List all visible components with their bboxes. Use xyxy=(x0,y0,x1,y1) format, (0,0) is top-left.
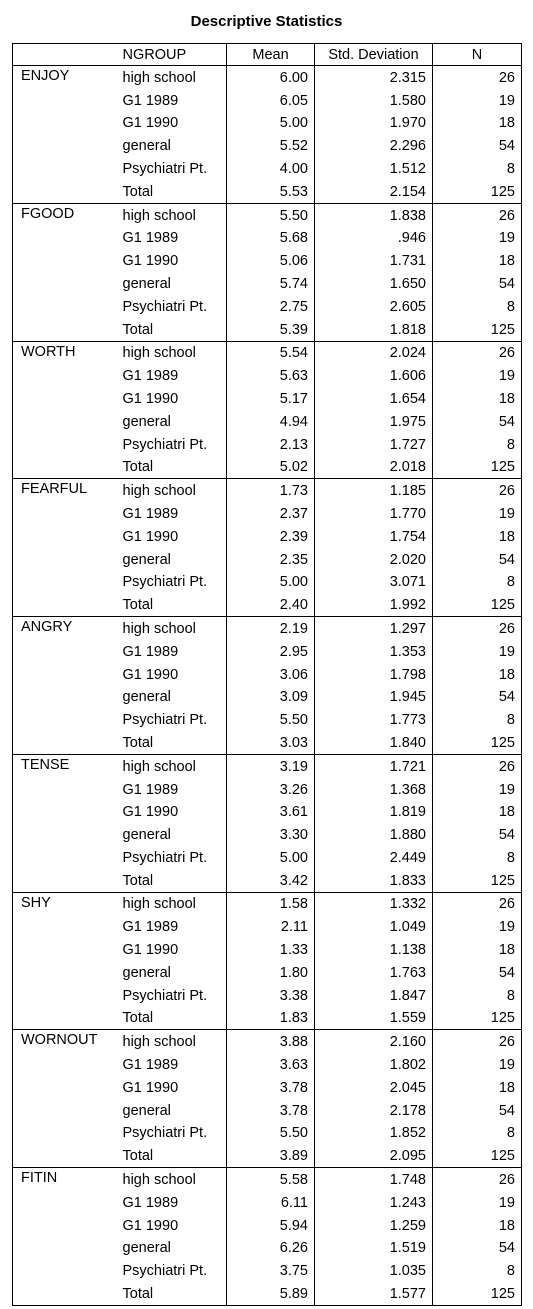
std-deviation-cell: 2.018 xyxy=(315,456,433,479)
n-cell: 26 xyxy=(433,1030,522,1053)
group-cell: Psychiatri Pt. xyxy=(117,1122,227,1145)
std-deviation-cell: 2.296 xyxy=(315,134,433,157)
group-cell: Total xyxy=(117,869,227,892)
mean-cell: 2.37 xyxy=(227,502,315,525)
table-row xyxy=(13,1030,522,1053)
std-deviation-cell: 1.770 xyxy=(315,502,433,525)
mean-cell: 5.94 xyxy=(227,1214,315,1237)
n-cell: 18 xyxy=(433,801,522,824)
n-cell: 19 xyxy=(433,364,522,387)
mean-cell: 3.19 xyxy=(227,754,315,777)
group-cell: high school xyxy=(117,66,227,89)
n-cell: 8 xyxy=(433,708,522,731)
n-cell: 54 xyxy=(433,1099,522,1122)
group-cell: general xyxy=(117,823,227,846)
std-deviation-cell: 1.138 xyxy=(315,938,433,961)
group-cell: high school xyxy=(117,754,227,777)
std-deviation-cell: 1.353 xyxy=(315,640,433,663)
header-row xyxy=(13,44,522,66)
variable-name: FEARFUL xyxy=(13,479,117,617)
std-deviation-cell: 1.819 xyxy=(315,801,433,824)
n-cell: 8 xyxy=(433,1259,522,1282)
std-deviation-cell: 2.315 xyxy=(315,66,433,89)
group-cell: Total xyxy=(117,318,227,341)
std-deviation-cell: 2.605 xyxy=(315,295,433,318)
std-deviation-cell: 1.802 xyxy=(315,1053,433,1076)
std-deviation-cell: 2.449 xyxy=(315,846,433,869)
mean-cell: 6.00 xyxy=(227,66,315,89)
std-deviation-cell: 1.880 xyxy=(315,823,433,846)
std-deviation-cell: 2.154 xyxy=(315,180,433,203)
n-cell: 26 xyxy=(433,754,522,777)
n-cell: 125 xyxy=(433,593,522,616)
mean-cell: 5.58 xyxy=(227,1168,315,1191)
mean-cell: 2.13 xyxy=(227,433,315,456)
mean-cell: 1.80 xyxy=(227,961,315,984)
group-cell: high school xyxy=(117,479,227,502)
table-row xyxy=(13,892,522,915)
group-cell: G1 1989 xyxy=(117,778,227,801)
mean-cell: 1.83 xyxy=(227,1007,315,1030)
group-cell: G1 1990 xyxy=(117,525,227,548)
std-deviation-cell: 1.818 xyxy=(315,318,433,341)
mean-cell: 3.06 xyxy=(227,663,315,686)
n-cell: 54 xyxy=(433,823,522,846)
n-cell: 125 xyxy=(433,456,522,479)
std-deviation-cell: 2.020 xyxy=(315,548,433,571)
mean-cell: 2.35 xyxy=(227,548,315,571)
group-cell: Total xyxy=(117,1007,227,1030)
group-cell: G1 1990 xyxy=(117,249,227,272)
n-cell: 19 xyxy=(433,227,522,250)
table-row xyxy=(13,203,522,226)
group-cell: general xyxy=(117,686,227,709)
group-cell: Total xyxy=(117,180,227,203)
group-cell: Total xyxy=(117,456,227,479)
n-cell: 26 xyxy=(433,203,522,226)
std-deviation-cell: 3.071 xyxy=(315,571,433,594)
std-deviation-cell: 2.160 xyxy=(315,1030,433,1053)
std-deviation-cell: 1.650 xyxy=(315,272,433,295)
mean-cell: 5.50 xyxy=(227,1122,315,1145)
std-deviation-cell: 1.185 xyxy=(315,479,433,502)
group-cell: general xyxy=(117,548,227,571)
std-deviation-cell: 1.580 xyxy=(315,89,433,112)
mean-cell: 3.61 xyxy=(227,801,315,824)
group-cell: G1 1990 xyxy=(117,112,227,135)
std-deviation-cell: 1.512 xyxy=(315,157,433,180)
table-title: Descriptive Statistics xyxy=(190,13,343,30)
group-cell: general xyxy=(117,272,227,295)
n-cell: 19 xyxy=(433,640,522,663)
mean-cell: 3.75 xyxy=(227,1259,315,1282)
n-cell: 26 xyxy=(433,1168,522,1191)
std-deviation-cell: 1.763 xyxy=(315,961,433,984)
std-deviation-cell: 1.840 xyxy=(315,731,433,754)
std-deviation-cell: 1.368 xyxy=(315,778,433,801)
header-mean: Mean xyxy=(227,44,315,66)
n-cell: 18 xyxy=(433,525,522,548)
n-cell: 54 xyxy=(433,548,522,571)
std-deviation-cell: 2.045 xyxy=(315,1076,433,1099)
n-cell: 8 xyxy=(433,295,522,318)
std-deviation-cell: 1.654 xyxy=(315,387,433,410)
mean-cell: 5.00 xyxy=(227,846,315,869)
n-cell: 19 xyxy=(433,502,522,525)
n-cell: 125 xyxy=(433,1282,522,1305)
mean-cell: 5.00 xyxy=(227,571,315,594)
n-cell: 125 xyxy=(433,869,522,892)
std-deviation-cell: 1.754 xyxy=(315,525,433,548)
group-cell: Psychiatri Pt. xyxy=(117,157,227,180)
group-cell: G1 1990 xyxy=(117,1076,227,1099)
group-cell: high school xyxy=(117,1168,227,1191)
n-cell: 18 xyxy=(433,938,522,961)
mean-cell: 2.95 xyxy=(227,640,315,663)
std-deviation-cell: 1.259 xyxy=(315,1214,433,1237)
n-cell: 26 xyxy=(433,341,522,364)
std-deviation-cell: 1.731 xyxy=(315,249,433,272)
descriptive-statistics-table xyxy=(12,43,522,1306)
mean-cell: 2.39 xyxy=(227,525,315,548)
mean-cell: 5.52 xyxy=(227,134,315,157)
std-deviation-cell: 1.035 xyxy=(315,1259,433,1282)
std-deviation-cell: 1.975 xyxy=(315,410,433,433)
group-cell: Total xyxy=(117,593,227,616)
std-deviation-cell: 1.332 xyxy=(315,892,433,915)
mean-cell: 3.26 xyxy=(227,778,315,801)
std-deviation-cell: 1.838 xyxy=(315,203,433,226)
n-cell: 18 xyxy=(433,1214,522,1237)
n-cell: 54 xyxy=(433,410,522,433)
n-cell: 8 xyxy=(433,846,522,869)
std-deviation-cell: 1.748 xyxy=(315,1168,433,1191)
n-cell: 54 xyxy=(433,686,522,709)
table-row xyxy=(13,1168,522,1191)
n-cell: 18 xyxy=(433,112,522,135)
mean-cell: 3.30 xyxy=(227,823,315,846)
group-cell: G1 1989 xyxy=(117,227,227,250)
n-cell: 26 xyxy=(433,617,522,640)
std-deviation-cell: 1.852 xyxy=(315,1122,433,1145)
std-deviation-cell: 1.727 xyxy=(315,433,433,456)
std-deviation-cell: 1.721 xyxy=(315,754,433,777)
header-variable xyxy=(13,44,117,66)
n-cell: 19 xyxy=(433,915,522,938)
std-deviation-cell: 1.798 xyxy=(315,663,433,686)
table-row xyxy=(13,617,522,640)
std-deviation-cell: 1.945 xyxy=(315,686,433,709)
group-cell: Total xyxy=(117,1282,227,1305)
n-cell: 26 xyxy=(433,66,522,89)
group-cell: high school xyxy=(117,892,227,915)
mean-cell: 5.54 xyxy=(227,341,315,364)
group-cell: Psychiatri Pt. xyxy=(117,433,227,456)
mean-cell: 3.89 xyxy=(227,1144,315,1167)
mean-cell: 3.88 xyxy=(227,1030,315,1053)
mean-cell: 2.19 xyxy=(227,617,315,640)
n-cell: 19 xyxy=(433,1191,522,1214)
group-cell: G1 1989 xyxy=(117,1191,227,1214)
std-deviation-cell: 1.559 xyxy=(315,1007,433,1030)
n-cell: 26 xyxy=(433,892,522,915)
std-deviation-cell: 1.847 xyxy=(315,984,433,1007)
table-row xyxy=(13,341,522,364)
variable-name: WORNOUT xyxy=(13,1030,117,1168)
mean-cell: 1.33 xyxy=(227,938,315,961)
n-cell: 8 xyxy=(433,157,522,180)
mean-cell: 5.68 xyxy=(227,227,315,250)
std-deviation-cell: 1.049 xyxy=(315,915,433,938)
std-deviation-cell: 1.577 xyxy=(315,1282,433,1305)
group-cell: Psychiatri Pt. xyxy=(117,984,227,1007)
mean-cell: 2.11 xyxy=(227,915,315,938)
n-cell: 18 xyxy=(433,249,522,272)
n-cell: 8 xyxy=(433,1122,522,1145)
group-cell: G1 1989 xyxy=(117,1053,227,1076)
mean-cell: 1.73 xyxy=(227,479,315,502)
variable-name: ANGRY xyxy=(13,617,117,755)
table-row xyxy=(13,754,522,777)
std-deviation-cell: 2.095 xyxy=(315,1144,433,1167)
std-deviation-cell: 1.970 xyxy=(315,112,433,135)
group-cell: G1 1989 xyxy=(117,502,227,525)
mean-cell: 5.17 xyxy=(227,387,315,410)
n-cell: 8 xyxy=(433,984,522,1007)
group-cell: G1 1989 xyxy=(117,915,227,938)
std-deviation-cell: 1.992 xyxy=(315,593,433,616)
n-cell: 8 xyxy=(433,571,522,594)
n-cell: 19 xyxy=(433,778,522,801)
mean-cell: 5.63 xyxy=(227,364,315,387)
n-cell: 8 xyxy=(433,433,522,456)
n-cell: 125 xyxy=(433,318,522,341)
n-cell: 18 xyxy=(433,663,522,686)
n-cell: 125 xyxy=(433,180,522,203)
mean-cell: 5.50 xyxy=(227,708,315,731)
group-cell: general xyxy=(117,1237,227,1260)
mean-cell: 6.11 xyxy=(227,1191,315,1214)
variable-name: SHY xyxy=(13,892,117,1030)
std-deviation-cell: 1.243 xyxy=(315,1191,433,1214)
group-cell: G1 1990 xyxy=(117,1214,227,1237)
n-cell: 18 xyxy=(433,1076,522,1099)
group-cell: Psychiatri Pt. xyxy=(117,571,227,594)
group-cell: G1 1990 xyxy=(117,387,227,410)
mean-cell: 2.40 xyxy=(227,593,315,616)
mean-cell: 6.26 xyxy=(227,1237,315,1260)
group-cell: general xyxy=(117,134,227,157)
mean-cell: 6.05 xyxy=(227,89,315,112)
group-cell: Psychiatri Pt. xyxy=(117,295,227,318)
mean-cell: 2.75 xyxy=(227,295,315,318)
group-cell: Psychiatri Pt. xyxy=(117,846,227,869)
mean-cell: 1.58 xyxy=(227,892,315,915)
n-cell: 18 xyxy=(433,387,522,410)
header-ngroup: NGROUP xyxy=(117,44,227,66)
header-std-deviation: Std. Deviation xyxy=(315,44,433,66)
group-cell: high school xyxy=(117,1030,227,1053)
table-body xyxy=(13,66,522,1306)
group-cell: high school xyxy=(117,341,227,364)
table-row xyxy=(13,66,522,89)
mean-cell: 3.78 xyxy=(227,1099,315,1122)
variable-name: FGOOD xyxy=(13,203,117,341)
mean-cell: 5.02 xyxy=(227,456,315,479)
std-deviation-cell: 1.773 xyxy=(315,708,433,731)
n-cell: 125 xyxy=(433,731,522,754)
group-cell: general xyxy=(117,961,227,984)
group-cell: Psychiatri Pt. xyxy=(117,1259,227,1282)
n-cell: 26 xyxy=(433,479,522,502)
group-cell: high school xyxy=(117,617,227,640)
group-cell: high school xyxy=(117,203,227,226)
group-cell: G1 1990 xyxy=(117,801,227,824)
group-cell: G1 1989 xyxy=(117,640,227,663)
group-cell: G1 1989 xyxy=(117,364,227,387)
mean-cell: 3.42 xyxy=(227,869,315,892)
group-cell: G1 1990 xyxy=(117,663,227,686)
n-cell: 19 xyxy=(433,1053,522,1076)
group-cell: general xyxy=(117,1099,227,1122)
std-deviation-cell: 1.833 xyxy=(315,869,433,892)
std-deviation-cell: 1.297 xyxy=(315,617,433,640)
std-deviation-cell: 2.024 xyxy=(315,341,433,364)
mean-cell: 4.94 xyxy=(227,410,315,433)
n-cell: 54 xyxy=(433,1237,522,1260)
std-deviation-cell: 2.178 xyxy=(315,1099,433,1122)
group-cell: Total xyxy=(117,1144,227,1167)
mean-cell: 5.89 xyxy=(227,1282,315,1305)
group-cell: G1 1990 xyxy=(117,938,227,961)
mean-cell: 4.00 xyxy=(227,157,315,180)
variable-name: TENSE xyxy=(13,754,117,892)
n-cell: 54 xyxy=(433,134,522,157)
group-cell: G1 1989 xyxy=(117,89,227,112)
mean-cell: 5.74 xyxy=(227,272,315,295)
mean-cell: 3.09 xyxy=(227,686,315,709)
mean-cell: 3.38 xyxy=(227,984,315,1007)
header-n: N xyxy=(433,44,522,66)
mean-cell: 3.63 xyxy=(227,1053,315,1076)
mean-cell: 3.03 xyxy=(227,731,315,754)
std-deviation-cell: .946 xyxy=(315,227,433,250)
std-deviation-cell: 1.606 xyxy=(315,364,433,387)
mean-cell: 5.00 xyxy=(227,112,315,135)
mean-cell: 5.39 xyxy=(227,318,315,341)
variable-name: FITIN xyxy=(13,1168,117,1306)
n-cell: 125 xyxy=(433,1144,522,1167)
n-cell: 19 xyxy=(433,89,522,112)
n-cell: 125 xyxy=(433,1007,522,1030)
mean-cell: 5.06 xyxy=(227,249,315,272)
mean-cell: 5.53 xyxy=(227,180,315,203)
table-row xyxy=(13,479,522,502)
variable-name: WORTH xyxy=(13,341,117,479)
group-cell: Total xyxy=(117,731,227,754)
std-deviation-cell: 1.519 xyxy=(315,1237,433,1260)
n-cell: 54 xyxy=(433,961,522,984)
n-cell: 54 xyxy=(433,272,522,295)
variable-name: ENJOY xyxy=(13,66,117,204)
mean-cell: 5.50 xyxy=(227,203,315,226)
group-cell: general xyxy=(117,410,227,433)
group-cell: Psychiatri Pt. xyxy=(117,708,227,731)
mean-cell: 3.78 xyxy=(227,1076,315,1099)
